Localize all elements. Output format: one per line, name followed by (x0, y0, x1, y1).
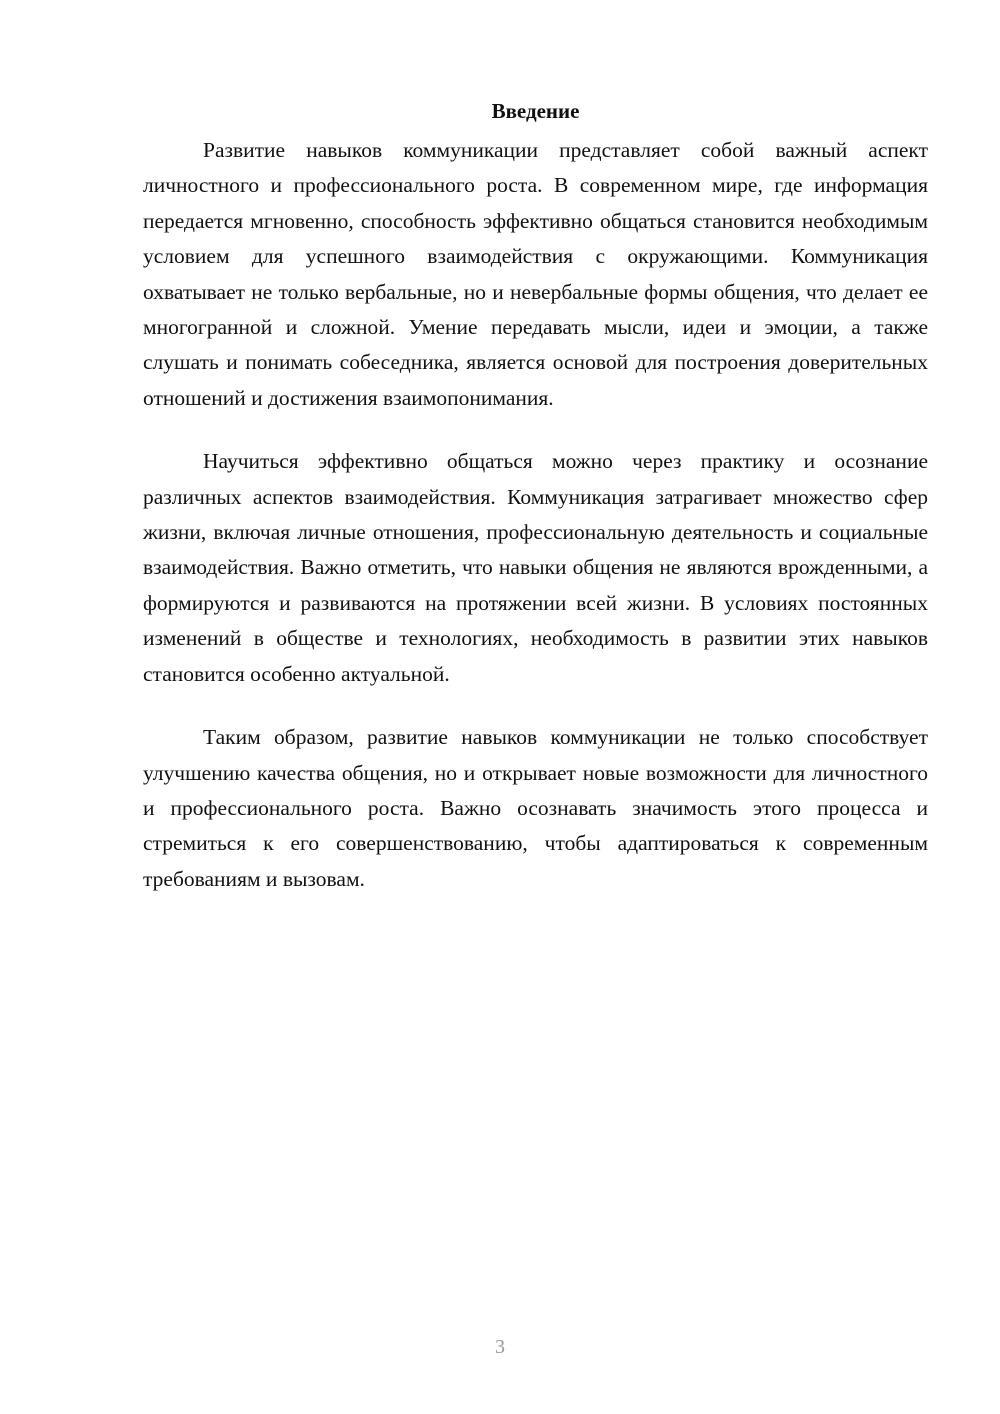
section-heading: Введение (491, 99, 580, 123)
page-content (143, 97, 928, 897)
paragraph-3: Таким образом, развитие навыков коммуникации не только способствует улучшению качества общения, но и открывает новые возможности для личностного и профессионального роста. Важно осознавать значимость этого процесса и стремиться к его совершенствованию, чтобы адаптироваться к современным требованиям и вызовам. (143, 725, 928, 891)
paragraph-2: Научиться эффективно общаться можно через практику и осознание различных аспектов взаимодействия. Коммуникация затрагивает множество сфер жизни, включая личные отношения, профессиональную деятельность и социальные взаимодействия. Важно отметить, что навыки общения не являются врожденными, а формируются и развиваются на протяжении всей жизни. В условиях постоянных изменений в обществе и технологиях, необходимость в развитии этих навыков становится особенно актуальной. (143, 449, 928, 686)
paragraph-1: Развитие навыков коммуникации представляет собой важный аспект личностного и профессионального роста. В современном мире, где информация передается мгновенно, способность эффективно общаться становится необходимым условием для успешного взаимодействия с окружающими. Коммуникация охватывает не только вербальные, но и невербальные формы общения, что делает ее многогранной и сложной. Умение передавать мысли, идеи и эмоции, а также слушать и понимать собеседника, является основой для построения доверительных отношений и достижения взаимопонимания. (143, 138, 928, 410)
page-number: 3 (495, 1336, 505, 1358)
heading-spacing (143, 125, 928, 133)
